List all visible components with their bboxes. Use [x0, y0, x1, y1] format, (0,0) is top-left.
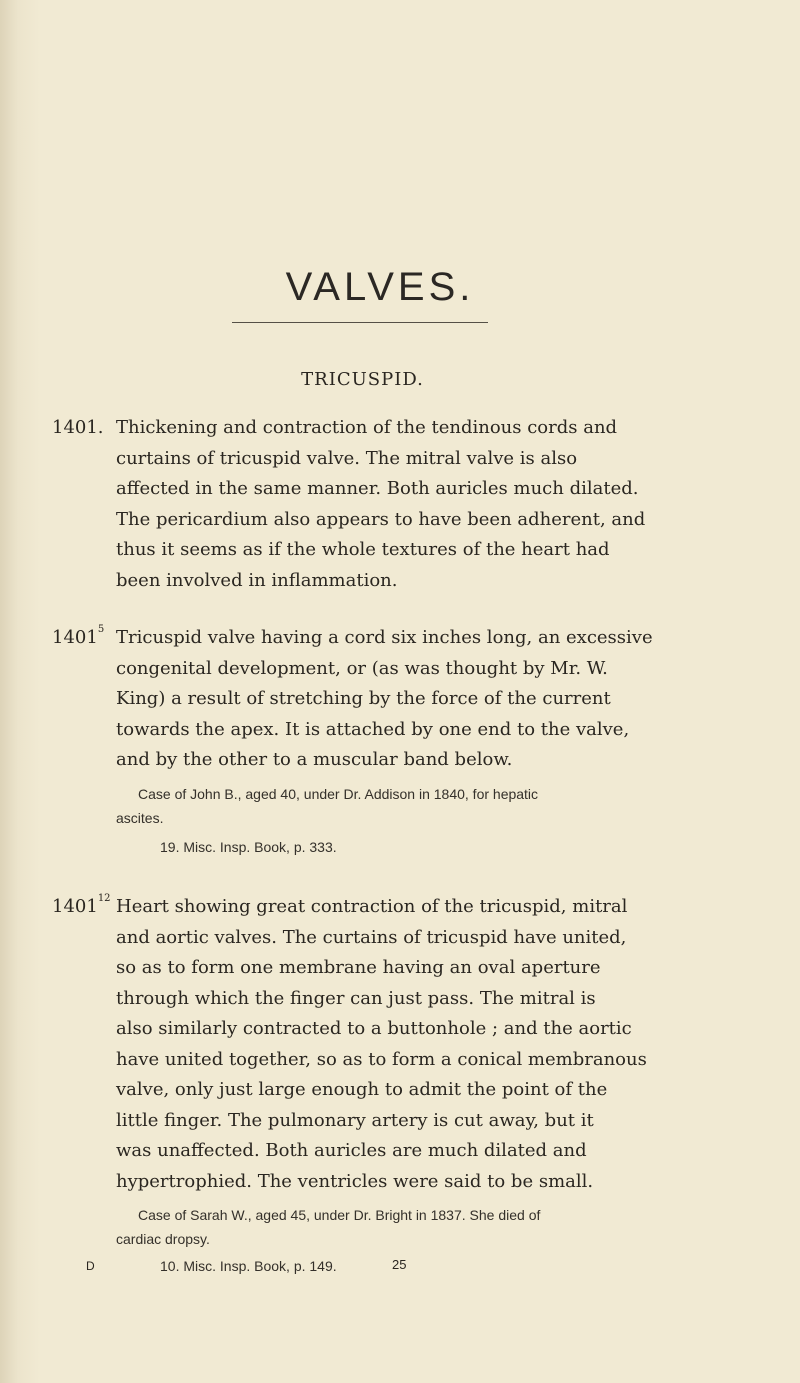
entry-number: 1401$^{12}$	[52, 893, 111, 917]
description-line: and aortic valves. The curtains of tricuspid have united,	[116, 926, 627, 948]
description-line: Tricuspid valve having a cord six inches long, an excessive	[116, 627, 653, 648]
description-line: Heart showing great contraction of the tricuspid, mitral	[116, 896, 628, 917]
description-line: little finger. The pulmonary artery is cut away, but it	[116, 1109, 594, 1131]
case-note	[116, 1203, 752, 1251]
description-line: congenital development, or (as was thought by Mr. W.	[116, 657, 608, 679]
section-heading: TRICUSPID.	[301, 369, 424, 390]
description-line: towards the apex. It is attached by one end to the valve,	[116, 718, 630, 740]
case-line: Case of Sarah W., aged 45, under Dr. Bright in 1837. She died of	[138, 1207, 541, 1223]
description-line: have united together, so as to form a conical membranous	[116, 1048, 647, 1070]
description-line: valve, only just large enough to admit the point of the	[116, 1079, 608, 1100]
description-line: through which the finger can just pass. The mitral is	[116, 987, 596, 1009]
case-line: Case of John B., aged 40, under Dr. Addison in 1840, for hepatic	[138, 785, 539, 802]
description-line: affected in the same manner. Both auricles much dilated.	[116, 478, 639, 499]
entry-description	[116, 413, 752, 596]
description-line: and by the other to a muscular band below.	[116, 749, 513, 770]
entry-description	[116, 892, 752, 1197]
case-line: ascites.	[116, 809, 164, 826]
page-number: 25	[392, 1257, 407, 1272]
entry-number: 1401.	[52, 417, 104, 438]
description-line: Thickening and contraction of the tendinous cords and	[116, 417, 618, 438]
case-note	[116, 782, 752, 830]
description-line: The pericardium also appears to have been adherent, and	[116, 508, 646, 530]
title-rule	[232, 322, 488, 323]
page-title: VALVES.	[285, 265, 475, 309]
entry-description	[116, 623, 752, 776]
description-line: been involved in inflammation.	[116, 569, 398, 591]
description-line: was unaffected. Both auricles are much dilated and	[116, 1140, 587, 1161]
description-line: King) a result of stretching by the force of the current	[116, 688, 611, 709]
description-line: hypertrophied. The ventricles were said to be small.	[116, 1170, 594, 1192]
description-line: curtains of tricuspid valve. The mitral valve is also	[116, 447, 578, 469]
entry-number: 1401$^5$	[52, 624, 105, 648]
book-reference: 10. Misc. Insp. Book, p. 149.	[160, 1258, 337, 1274]
case-line: cardiac dropsy.	[116, 1231, 210, 1247]
description-line: so as to form one membrane having an oval aperture	[116, 957, 601, 978]
description-line: also similarly contracted to a buttonhole ; and the aortic	[116, 1018, 632, 1039]
book-reference: 19. Misc. Insp. Book, p. 333.	[160, 838, 337, 855]
description-line: thus it seems as if the whole textures of the heart had	[116, 539, 610, 560]
signature-mark: D	[86, 1259, 95, 1273]
entry-1401-12	[52, 892, 752, 1277]
entry-1401-5	[52, 623, 752, 860]
entry-1401	[52, 413, 752, 596]
